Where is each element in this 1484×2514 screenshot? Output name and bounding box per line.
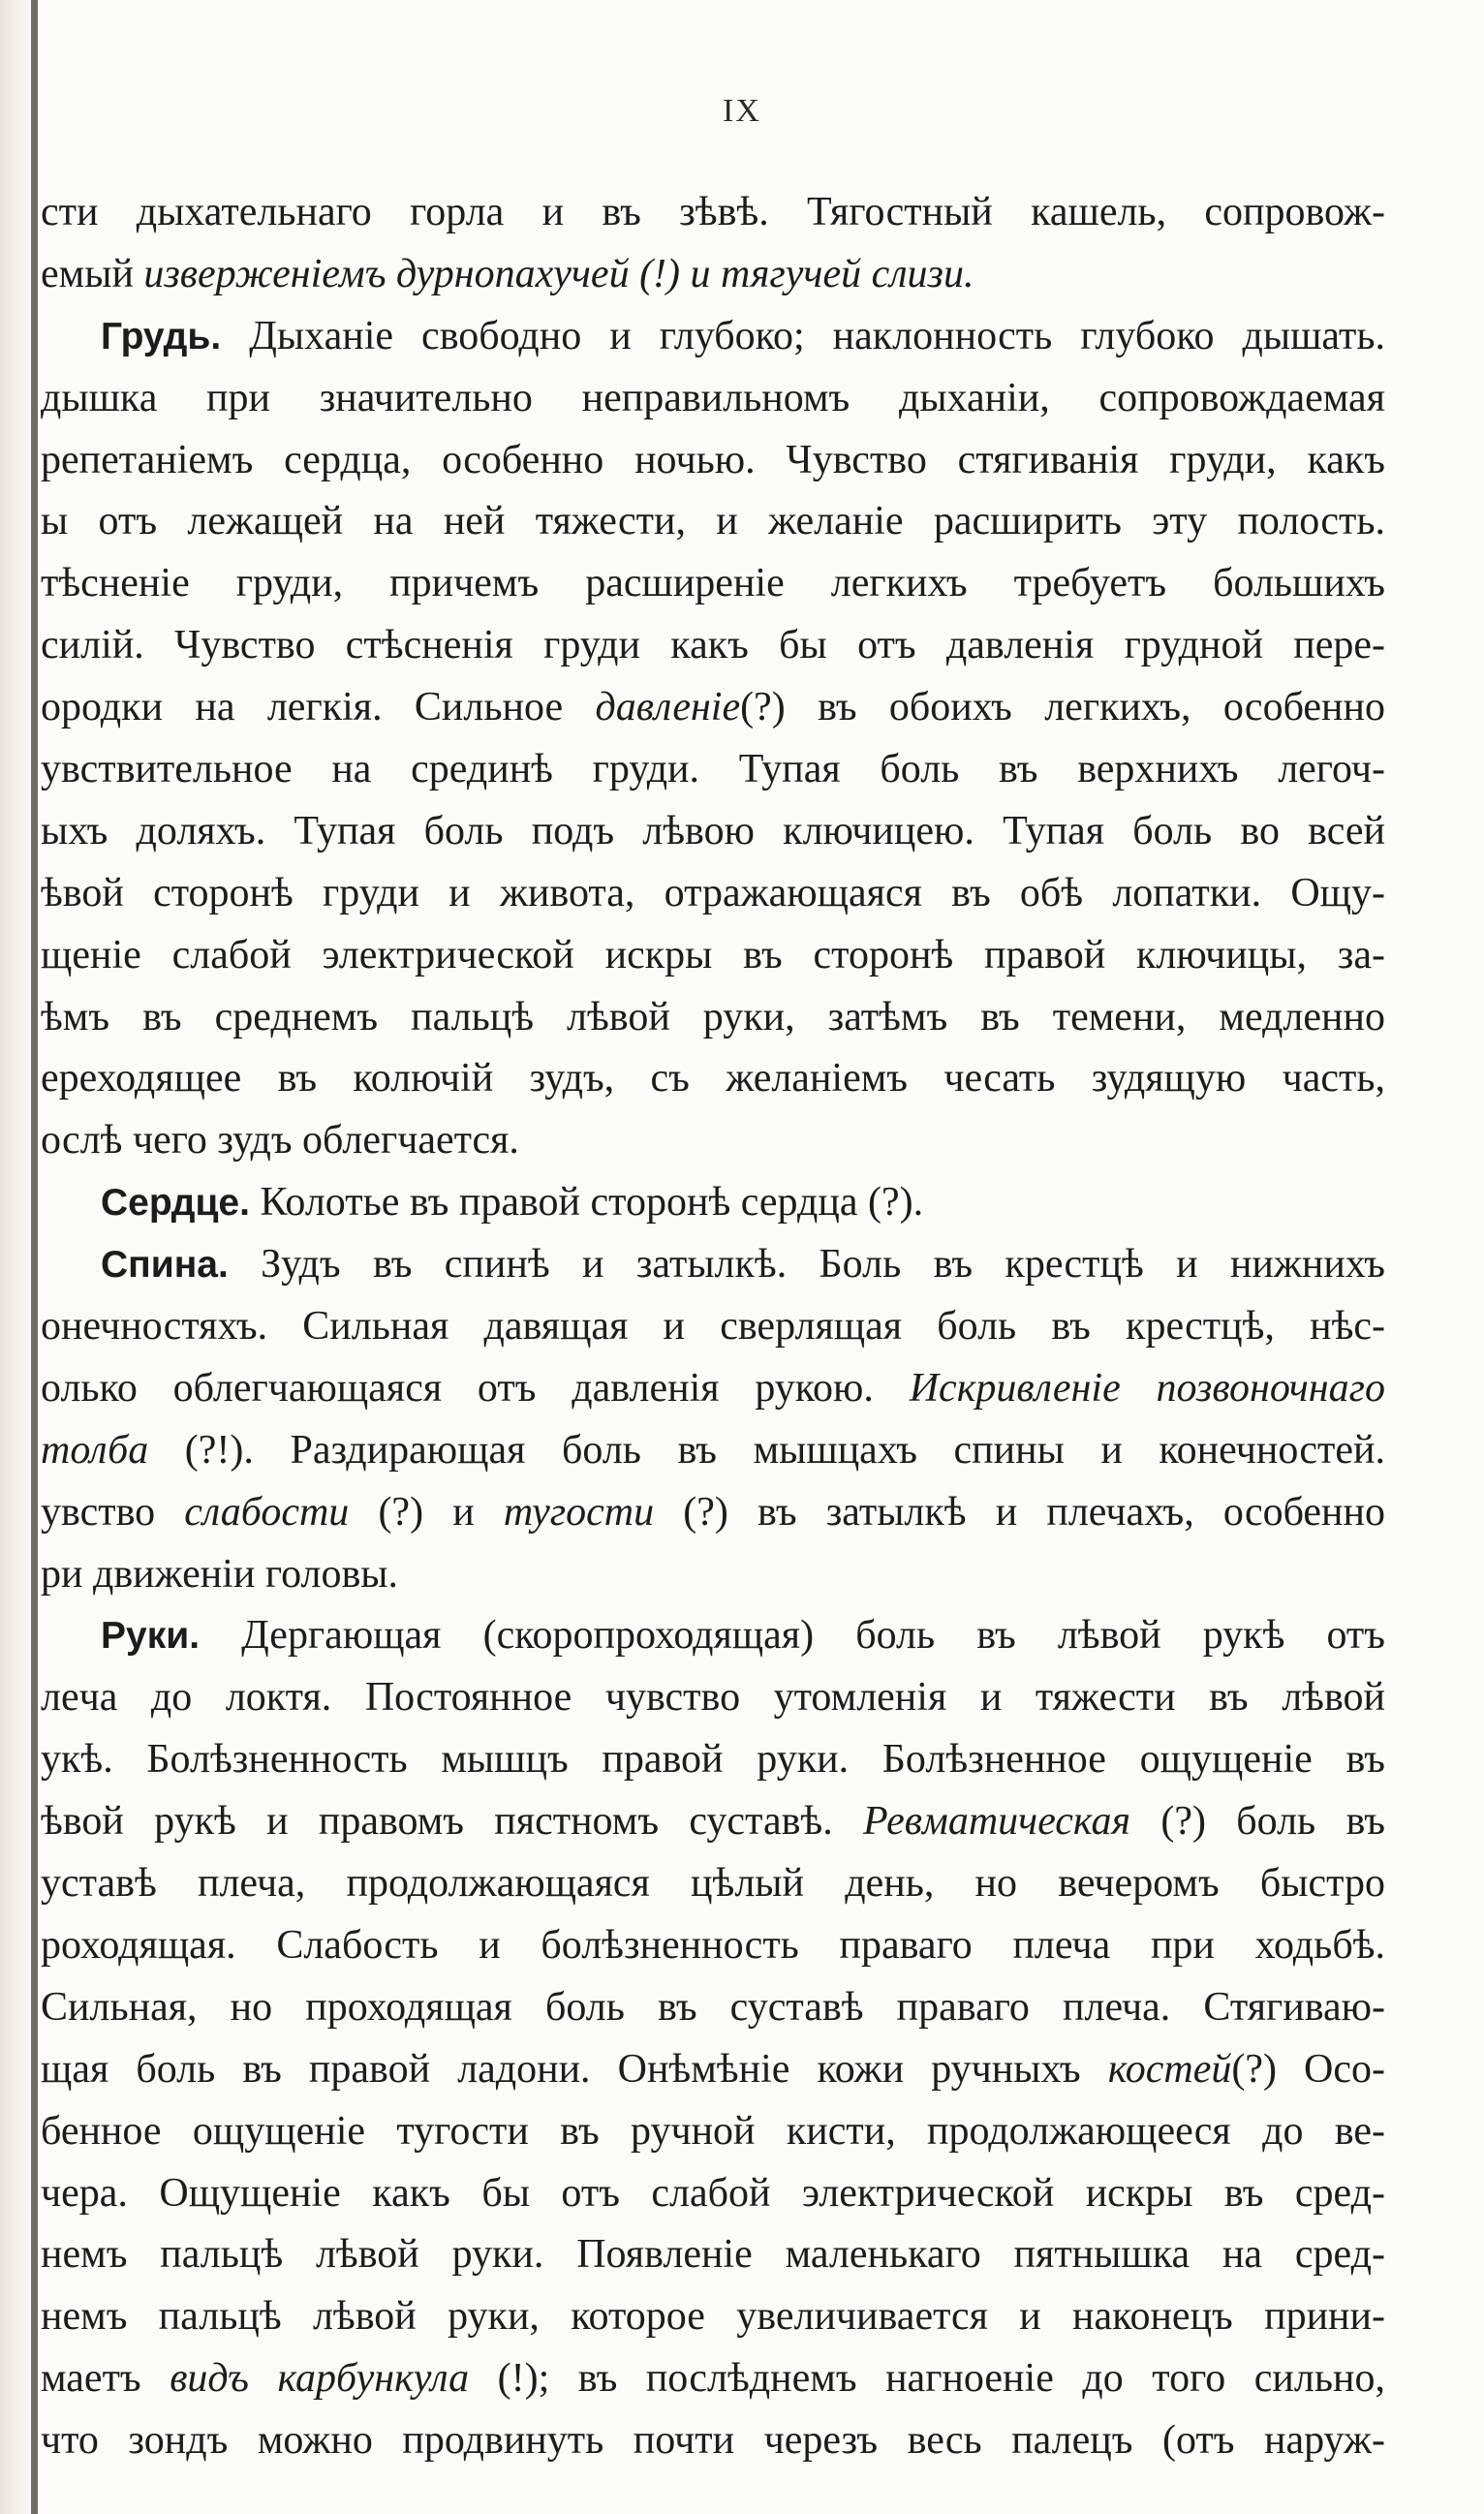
text-line	[41, 1234, 1385, 1296]
text-line	[41, 1358, 1385, 1420]
text-run: маетъ	[41, 2356, 170, 2402]
text-run: Колотье въ правой сторонѣ сердца (?).	[249, 1180, 924, 1226]
text-line	[41, 2163, 1385, 2225]
text-run: (?) и	[349, 1489, 504, 1535]
text-run: ри движеніи головы.	[41, 1551, 399, 1597]
text-run: ы отъ лежащей на ней тяжести, и желаніе расширить эту полость.	[41, 499, 1385, 544]
text-run: олько облегчающаяся отъ давленія рукою.	[41, 1365, 910, 1411]
text-run: ѣмъ въ среднемъ пальцѣ лѣвой руки, затѣмъ въ темени, медленно	[41, 994, 1385, 1040]
text-run: ѣвой рукѣ и правомъ пястномъ суставѣ.	[41, 1799, 864, 1845]
text-line	[41, 1482, 1385, 1544]
section-heading: Спина.	[101, 1244, 229, 1287]
text-line	[41, 2101, 1385, 2163]
text-line	[41, 1915, 1385, 1977]
text-line	[41, 2286, 1385, 2348]
italic-text: костей	[1107, 2046, 1232, 2092]
text-run: Зудъ въ спинѣ и затылкѣ. Боль въ крестцѣ и нижнихъ	[228, 1242, 1385, 1288]
section-heading: Грудь.	[101, 315, 222, 357]
italic-text: тугости	[503, 1489, 655, 1535]
text-line	[41, 1605, 1385, 1667]
body-text	[41, 182, 1385, 2472]
text-line	[41, 1544, 1385, 1606]
text-run: чера. Ощущеніе какъ бы отъ слабой электрической искры въ сред-	[41, 2170, 1385, 2216]
text-run: тѣсненіе груди, причемъ расширеніе легкихъ требуетъ большихъ	[41, 561, 1385, 606]
text-line	[41, 2224, 1385, 2286]
italic-text: толба	[41, 1427, 149, 1473]
text-line	[41, 553, 1385, 615]
italic-text: Ревматическая	[863, 1799, 1131, 1845]
text-line	[41, 1977, 1385, 2039]
text-run: репетаніемъ сердца, особенно ночью. Чувство стягиванія груди, какъ	[41, 437, 1385, 482]
text-line	[41, 801, 1385, 863]
text-line	[41, 1791, 1385, 1853]
text-run: (?) боль въ	[1130, 1799, 1385, 1845]
text-run: ыхъ доляхъ. Тупая боль подъ лѣвою ключицею. Тупая боль во всей	[41, 808, 1385, 854]
text-run: лeча до локтя. Постоянное чувство утомленія и тяжести въ лѣвой	[41, 1675, 1385, 1721]
text-run: (?) въ обоихъ легкихъ, особенно	[740, 685, 1385, 730]
text-run: бенное ощущеніе тугости въ ручной кисти, продолжающееся до ве-	[41, 2108, 1385, 2154]
text-line	[41, 1729, 1385, 1791]
page-number: IX	[723, 93, 761, 129]
text-line	[41, 987, 1385, 1049]
text-line	[41, 615, 1385, 677]
text-line	[41, 1420, 1385, 1482]
text-run: роходящая. Слабость и болѣзненность праваго плеча при ходьбѣ.	[41, 1922, 1385, 1968]
text-line	[41, 182, 1385, 244]
text-run: ѣвой сторонѣ груди и живота, отражающаяся въ обѣ лопатки. Ощу-	[41, 870, 1385, 916]
text-run: дышка при значительно неправильномъ дыханіи, сопровождаемая	[41, 375, 1385, 420]
text-run: щеніе слабой электрической искры въ сторонѣ правой ключицы, за-	[41, 932, 1385, 978]
text-run: Сильная, но проходящая боль въ суставѣ праваго плеча. Стягиваю-	[41, 1984, 1385, 2030]
section-heading: Сердце.	[101, 1182, 250, 1225]
text-line	[41, 491, 1385, 553]
page-binding-edge	[31, 0, 38, 2514]
text-run: Дыханіе свободно и глубоко; наклонность глубоко дышать.	[221, 313, 1385, 358]
text-run: увство	[41, 1489, 185, 1535]
text-line	[41, 2348, 1385, 2410]
text-line	[41, 677, 1385, 739]
text-line	[41, 1048, 1385, 1110]
text-line	[41, 863, 1385, 925]
text-run: сти дыхательнаго горла и въ зѣвѣ. Тягостный кашель, сопровож-	[41, 190, 1385, 234]
text-line	[41, 2410, 1385, 2472]
text-run: емый	[41, 251, 144, 296]
text-run: (?) Осо-	[1231, 2046, 1385, 2092]
text-line	[41, 1296, 1385, 1358]
text-run: увствительное на срединѣ груди. Тупая боль въ верхнихъ легоч-	[41, 747, 1385, 792]
text-run: немъ пальцѣ лѣвой руки. Появленіе маленькаго пятнышка на сред-	[41, 2232, 1385, 2278]
text-line	[41, 925, 1385, 987]
text-line	[41, 306, 1385, 368]
text-line	[41, 739, 1385, 801]
text-run: ослѣ чего зудъ облегчается.	[41, 1118, 519, 1164]
text-run: ереходящее въ колючій зудъ, съ желаніемъ чесать зудящую часть,	[41, 1056, 1385, 1102]
text-line	[41, 1110, 1385, 1172]
text-run: Дергающая (скоропроходящая) боль въ лѣвой рукѣ отъ	[200, 1613, 1385, 1659]
text-run: (?!). Раздирающая боль въ мышцахъ спины и конечностей.	[148, 1427, 1385, 1473]
text-run: уставѣ плеча, продолжающаяся цѣлый день, но вечеромъ быстро	[41, 1861, 1385, 1907]
text-run: (!); въ послѣднемъ нагноеніе до того сильно,	[469, 2356, 1385, 2402]
text-run: что зондъ можно продвинуть почти черезъ весь палецъ (отъ наруж-	[41, 2418, 1385, 2464]
italic-text: давленіе	[595, 685, 741, 730]
text-line	[41, 1172, 1385, 1234]
italic-text: изверженіемъ дурнопахучей (!) и тягучей слизи.	[143, 251, 974, 296]
section-heading: Руки.	[101, 1615, 201, 1658]
text-run: немъ пальцѣ лѣвой руки, которое увеличивается и наконецъ прини-	[41, 2294, 1385, 2340]
text-run: (?) въ затылкѣ и плечахъ, особенно	[654, 1489, 1386, 1535]
text-line	[41, 2039, 1385, 2101]
text-run: ородки на легкія. Сильное	[41, 685, 596, 730]
text-run: укѣ. Болѣзненность мышцъ правой руки. Болѣзненное ощущеніе въ	[41, 1737, 1385, 1783]
text-run: онечностяхъ. Сильная давящая и сверлящая боль въ крестцѣ, нѣс-	[41, 1304, 1385, 1350]
text-line	[41, 1667, 1385, 1729]
italic-text: слабости	[184, 1489, 350, 1535]
text-line	[41, 430, 1385, 492]
text-line	[41, 368, 1385, 430]
page-binding-shadow	[0, 0, 33, 2514]
italic-text: видъ карбункула	[170, 2356, 470, 2402]
text-line	[41, 1853, 1385, 1915]
text-run: силій. Чувство стѣсненія груди какъ бы отъ давленія грудной пере-	[41, 623, 1385, 668]
text-line	[41, 244, 1385, 306]
italic-text: Искривленіе позвоночнаго	[909, 1365, 1386, 1411]
text-run: щая боль въ правой ладони. Онѣмѣніе кожи ручныхъ	[41, 2046, 1108, 2092]
